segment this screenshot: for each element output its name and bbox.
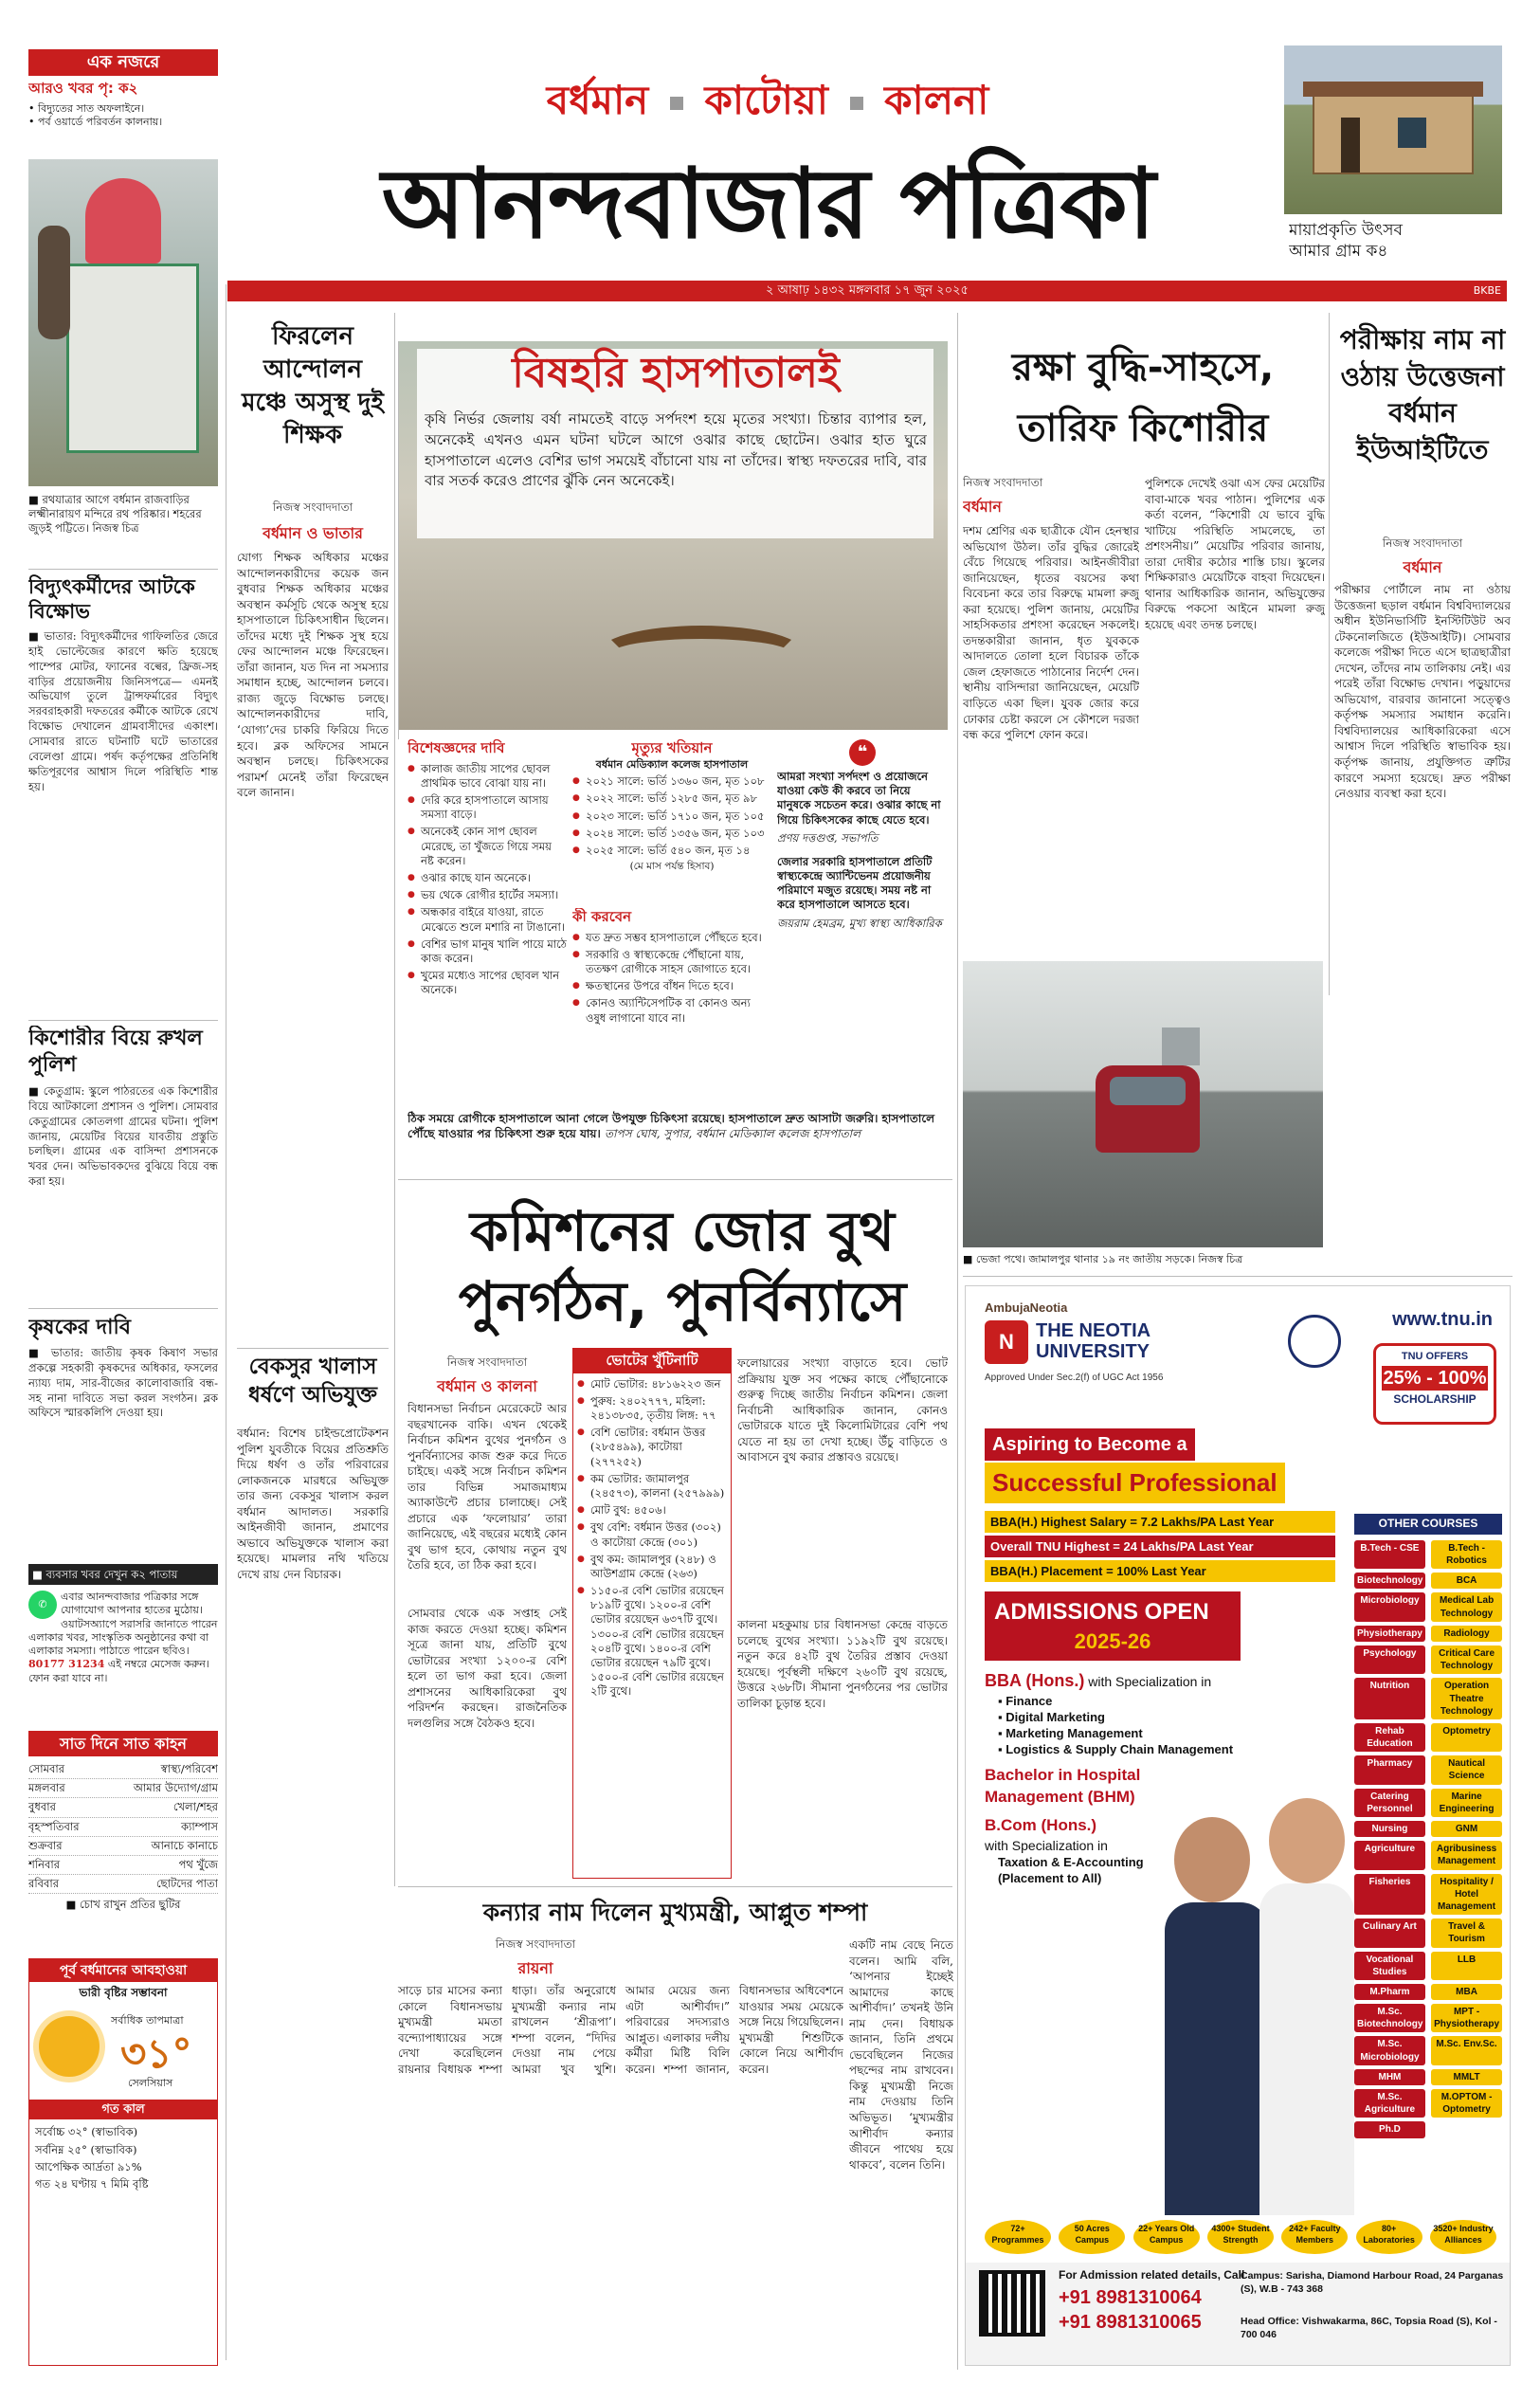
campus: Campus: Sarisha, Diamond Harbour Road, 24 Parganas (S), W.B - 743 368 xyxy=(1241,2270,1504,2295)
course-chip: Nutrition xyxy=(1354,1678,1425,1719)
story-teacher-byline: নিজস্ব সংবাদদাতা xyxy=(272,500,353,514)
vote-item: ● বুথ কম: জামালপুর (২৪৮) ও আউশগ্রাম কেন্দ্রে (২৬৩) xyxy=(577,1553,727,1581)
course-chip: Operation Theatre Technology xyxy=(1431,1678,1502,1719)
vote-item: ● বেশি ভোটার: বর্ধমান উত্তর (২৮৫৪৯৯), কাটোয়া (২৭৭২৫২) xyxy=(577,1426,727,1469)
booth-body-2: সোমবার থেকে এক সপ্তাহ সেই কাজ করতে দেওয়া হচ্ছে। কমিশন সূত্রে জানা যায়, প্রতিটি বুথে ভোটারের সংখ্যা ১২০০-র বেশি হলে তা ভাগ করা হবে। জেলা প্রশাসনের আধিকারিকেরা বুথ পরিদর্শন করছেন। রাজনৈতিক দলগুলির সঙ্গে বৈঠকও হবে। xyxy=(408,1607,567,1730)
course-chip: B.Tech - CSE xyxy=(1354,1540,1425,1569)
todo-item: ● ক্ষতস্থানের উপরে বাঁধন দিতে হবে। xyxy=(572,979,771,993)
todo-box xyxy=(572,908,771,1107)
expert-item: ● বেশির ভাগ মানুষ খালি পায়ে মাঠে কাজ করেন। xyxy=(408,937,567,966)
course-chip: Psychology xyxy=(1354,1646,1425,1674)
town-kalna: কালনা xyxy=(884,77,989,123)
teaser-item[interactable]: • পর্ব ওয়ার্ডে পরিবর্তন কালনায়। xyxy=(28,116,163,129)
saat-din-title: সাত দিনে সাত কাহন xyxy=(28,1731,218,1756)
course-chip: M.Pharm xyxy=(1354,1984,1425,2000)
vote-item: ● বুথ বেশি: বর্ধমান উত্তর (৩০২) ও কাটোয়া কেন্দ্রে (৩০১) xyxy=(577,1520,727,1549)
dateline: ২ আষাঢ় ১৪৩২ মঙ্গলবার ১৭ জুন ২০২৫ xyxy=(766,283,969,298)
course-chip: Rehab Education xyxy=(1354,1723,1425,1752)
ad-stat: BBA(H.) Placement = 100% Last Year xyxy=(985,1560,1335,1582)
exam-place: বর্ধমান xyxy=(1403,558,1442,576)
death-stats-box xyxy=(572,739,771,902)
course-chip: Critical Care Technology xyxy=(1431,1646,1502,1674)
story-kishori-biye-headline[interactable]: কিশোরীর বিয়ে রুখল পুলিশ xyxy=(28,1027,203,1077)
road-photo xyxy=(963,961,1323,1247)
left-photo-caption: ■ রথযাত্রার আগে বর্ধমান রাজবাড়ির লক্ষ্মীনারায়ণ মন্দিরে রথ পরিষ্কার। শহরের জুড়ই পট্টিতে। নিজস্ব চিত্র xyxy=(28,493,202,535)
snake-icon xyxy=(597,626,806,682)
course-grid xyxy=(1354,1538,1502,2140)
story-teacher-headline[interactable]: ফিরলেন আন্দোলন মঞ্চে অসুস্থ দুই শিক্ষক xyxy=(242,322,384,450)
course-chip: M.Sc. Microbiology xyxy=(1354,2036,1425,2064)
course-chip: Hospitality / Hotel Management xyxy=(1431,1874,1502,1916)
separator-square-icon xyxy=(670,97,683,110)
course-chip: B.Tech - Robotics xyxy=(1431,1540,1502,1569)
course-chip: MPT - Physiotherapy xyxy=(1431,2004,1502,2032)
aro-khobor[interactable]: আরও খবর পৃ: ক২ xyxy=(28,79,138,97)
kanya-place: রায়না xyxy=(517,1959,553,1977)
death-head: মৃত্যুর খতিয়ান xyxy=(631,739,713,756)
saat-din-row: শুক্রবার আনাচে কানাচে xyxy=(28,1837,218,1856)
snake-headline-divider xyxy=(398,341,399,739)
course-chip: Microbiology xyxy=(1354,1592,1425,1621)
weather-sub: ভারী বৃষ্টির সম্ভাবনা xyxy=(79,1986,168,2000)
bba-spec: ▪ Logistics & Supply Chain Management xyxy=(998,1742,1234,1757)
ek-nojore-label: এক নজরে xyxy=(28,49,218,76)
kanya-body: সাড়ে চার মাসের কন্যা কোলে বিধানসভায় মুখ্যমন্ত্রী মমতা বন্দ্যোপাধ্যায়ের সঙ্গে দেখা করেছিলেন রায়নার বিধায়ক শম্পা ধাড়া। তাঁর অনুরোধে মুখ্যমন্ত্রী কন্যার নাম রাখলেন ‘শ্রীরূপা’। শম্পা বলেন, “দিদির দেওয়া নাম পেয়ে আমরা খুব খুশি। আমার মেয়ের জন্য এটা আশীর্বাদ।” পরিবারের সদস্যরাও আপ্লুত। এলাকার দলীয় কর্মীরা মিষ্টি বিলি করেন। শম্পা জানান, বিধানসভার অধিবেশনে যাওয়ার সময় মেয়েকে সঙ্গে নিয়ে গিয়েছিলেন। মুখ্যমন্ত্রী শিশুটিকে কোলে নিয়ে আশীর্বাদ করেন। xyxy=(398,1984,843,2076)
bottom-quote: ঠিক সময়ে রোগীকে হাসপাতালে আনা গেলে উপযুক্ত চিকিৎসা রয়েছে। হাসপাতালে দ্রুত আসাটা জরুরি। হাসপাতালে পৌঁছে যাওয়ার পর চিকিৎসা শুরু হয়ে যায়। তাপস ঘোষ, সুপার, বর্ধমান মেডিক্যাল কলেজ হাসপাতাল xyxy=(408,1112,935,1141)
whatsapp-text: এবার আনন্দবাজার পত্রিকার সঙ্গে যোগাযোগ আপনার হাতের মুঠোয়। ওয়াটসঅ্যাপে সরাসরি জানাতে পারেন এলাকার খবর, সাংস্কৃতিক অনুষ্ঠানের কথা বা এলাকার সমস্যা। পাঠাতে পারেন ছবিও। xyxy=(28,1591,218,1658)
story-kishori-biye-body: ■ কেতুগ্রাম: স্কুলে পাঠরতের এক কিশোরীর বিয়ে আটকালো প্রশাসন ও পুলিশ। সোমবার কেতুগ্রামের কোতলগা গ্রামের ঘটনা। পুলিশ জানায়, মেয়েটির বিয়ের যাবতীয় প্রস্তুতি চলছিল। গ্রামের এক বাসিন্দা প্রশাসনকে খবর দেন। অভিভাবকদের বুঝিয়ে বিয়ে বন্ধ করা হয়। xyxy=(28,1084,218,1189)
course-chip: Marine Engineering xyxy=(1431,1789,1502,1817)
story-krishak-body: ■ ভাতার: জাতীয় কৃষক কিষাণ সভার প্রকল্পে সহকারী কৃষকদের অধিকার, ফসলের ন্যায্য দাম, সার-বীজের কালোবাজারি বন্ধ-সহ নানা দাবিতে সভা করল সংগঠন। ব্লক অফিসে স্মারকলিপি দেওয়া হয়। xyxy=(28,1346,218,1420)
separator-square-icon xyxy=(850,97,863,110)
ad-program: B.Com (Hons.) with Specialization in xyxy=(985,1816,1108,1853)
saat-din-row: শনিবার পথ খুঁজে xyxy=(28,1856,218,1875)
todo-item: ● কোনও অ্যান্টিসেপটিক বা কোনও অন্য ওষুধ লাগানো যাবে না। xyxy=(572,996,771,1025)
course-chip: Vocational Studies xyxy=(1354,1952,1425,1980)
whatsapp-tail: এই নম্বরে মেসেজ করুন। ফোন করা যাবে না। xyxy=(28,1658,209,1684)
course-chip: Travel & Tourism xyxy=(1431,1918,1502,1947)
fact-badge: 80+ Laboratories xyxy=(1356,2220,1422,2254)
kishori-body-2: পুলিশকে দেখেই ওঝা এস ফের মেয়েটির বাবা-মাকে খবর পাঠান। পুলিশের এক কর্তা বলেন, “কিশোরী যে ভাবে বুদ্ধি খাটিয়ে পরিস্থিতি সামলেছে, তা প্রশংসনীয়।” মেয়েটির পরিবার জানায়, তারা দোষীর কঠোর শাস্তি চায়। স্কুলের শিক্ষিকারাও মেয়েটিকে বাহবা দিয়েছেন। থানার আধিকারিক জানান, অভিযুক্তের বিরুদ্ধে পকসো আইনে মামলা রুজু হয়েছে এবং তদন্ত চলছে। xyxy=(1145,477,1325,631)
amar-gram-link[interactable]: আমার গ্রাম ক৪ xyxy=(1289,242,1388,262)
course-chip: Physiotherapy xyxy=(1354,1626,1425,1642)
max-temp-label: সর্বাধিক তাপমাত্রা xyxy=(111,2014,184,2027)
quote1: আমরা সংখ্যা সর্পদংশ ও প্রয়োজনে যাওয়া কেউ কী করবে তা নিয়ে মানুষকে সচেতন করে। ওঝার কাছে না গিয়ে চিকিৎসকের কাছে যেতে হবে। xyxy=(777,770,941,827)
kanya-body-2: একটি নাম বেছে নিতে বলেন। আমি বলি, ‘আপনার ইচ্ছেই আমাদের কাছে আশীর্বাদ।’ তখনই উনি নাম দেন। বিধায়ক জানান, তিনি প্রথমে ভেবেছিলেন নিজের পছন্দের নাম রাখবেন। কিন্তু মুখ্যমন্ত্রী নিজে নাম দেওয়ায় তিনি অভিভূত। ‘মুখ্যমন্ত্রীর আশীর্বাদ কন্যার জীবনে পাথেয় হয়ে থাকবে’, বলেন তিনি। xyxy=(849,1938,953,2172)
ad-program: BBA (Hons.) with Specialization in xyxy=(985,1670,1212,1690)
booth-headline[interactable]: কমিশনের জোর বুথ পুনর্গঠন, পুনর্বিন্যাসে xyxy=(458,1199,907,1334)
course-chip: Pharmacy xyxy=(1354,1755,1425,1784)
kishori-byline: নিজস্ব সংবাদদাতা xyxy=(963,476,1043,489)
exam-headline[interactable]: পরীক্ষায় নাম না ওঠায় উত্তেজনা বর্ধমান ইউআইটিতে xyxy=(1339,324,1506,465)
course-chip: Fisheries xyxy=(1354,1874,1425,1916)
course-chip: M.Sc. Agriculture xyxy=(1354,2089,1425,2118)
saat-din-row: মঙ্গলবার আমার উদ্যোগ/গ্রাম xyxy=(28,1779,218,1798)
tnu-ad[interactable] xyxy=(965,1285,1511,2366)
expert-item: ● খুমের মধ্যেও সাপের ছোবল খান অনেকে। xyxy=(408,969,567,997)
death-row: ● ২০২৫ সালে: ভর্তি ৫৪০ জন, মৃত ১৪ xyxy=(572,844,771,858)
expert-item: ● দেরি করে হাসপাতালে আসায় সমস্যা বাড়ে। xyxy=(408,793,567,822)
town-katwa: কাটোয়া xyxy=(704,77,828,123)
weather-title: পূর্ব বর্ধমানের আবহাওয়া xyxy=(29,1959,217,1982)
story-acquittal-body: বর্ধমান: বিশেষ চাইল্ডপ্রোটেকশন পুলিশ যুবতীকে বিয়ের প্রতিশ্রুতি দিয়ে ধর্ষণ ও তাঁর পরিবারের লোকজনকে মারধরে অভিযুক্ত তার জন্য বেকসুর খালাস করল বর্ধমান আদালত। সরকারি আইনজীবী জানান, প্রমাণের অভাবে অভিযুক্তকে খালাস করা হয়েছে। মামলার নথি খতিয়ে দেখে রায় দেন বিচারক। xyxy=(237,1427,389,1581)
fact-badge: 242+ Faculty Members xyxy=(1281,2220,1348,2254)
course-chip: GNM xyxy=(1431,1821,1502,1837)
qr-code-icon[interactable] xyxy=(979,2270,1045,2337)
course-chip: MHM xyxy=(1354,2069,1425,2085)
course-chip: Culinary Art xyxy=(1354,1918,1425,1947)
story-bidyut-headline[interactable]: বিদ্যুৎকর্মীদের আটকে বিক্ষোভ xyxy=(28,575,195,624)
ad-website[interactable]: www.tnu.in xyxy=(1392,1309,1493,1330)
ad-brand: AmbujaNeotia xyxy=(985,1300,1068,1315)
phone-2[interactable]: +91 8981310065 xyxy=(1059,2312,1202,2333)
vote-item: ● মোট বুথ: ৪৫০৬। xyxy=(577,1503,727,1518)
quote2-by: জয়রাম হেমব্রম, মুখ্য স্বাস্থ্য আধিকারিক xyxy=(777,916,942,930)
ad-approved: Approved Under Sec.2(f) of UGC Act 1956 xyxy=(985,1373,1164,1383)
death-note: (মে মাস পর্যন্ত হিসাব) xyxy=(629,861,715,873)
ad-tagline-2: Successful Professional xyxy=(985,1463,1285,1502)
death-sub: বর্ধমান মেডিক্যাল কলেজ হাসপাতাল xyxy=(595,757,749,771)
vote-item: ● কম ভোটার: জামালপুর (২৪৫৭৩), কালনা (২৫৭৯৯৯) xyxy=(577,1472,727,1500)
course-chip: Catering Personnel xyxy=(1354,1789,1425,1817)
course-chip: Nautical Science xyxy=(1431,1755,1502,1784)
weather-box xyxy=(28,1958,218,2366)
bba-spec: ▪ Marketing Management xyxy=(998,1725,1143,1740)
fact-badge: 22+ Years Old Campus xyxy=(1133,2220,1200,2254)
saat-din-row: বৃহস্পতিবার ক্যাম্পাস xyxy=(28,1818,218,1837)
course-chip: Ph.D xyxy=(1354,2121,1425,2137)
fact-badge: 50 Acres Campus xyxy=(1059,2220,1125,2254)
death-row: ● ২০২২ সালে: ভর্তি ১২৮৫ জন, মৃত ৯৮ xyxy=(572,791,771,806)
kanya-byline: নিজস্ব সংবাদদাতা xyxy=(495,1937,576,1951)
ad-univ: THE NEOTIA UNIVERSITY xyxy=(1036,1320,1150,1362)
kishori-place: বর্ধমান xyxy=(963,498,1002,516)
expert-head: বিশেষজ্ঞদের দাবি xyxy=(408,739,505,756)
death-row: ● ২০২৪ সালে: ভর্তি ১৩৫৬ জন, মৃত ১০৩ xyxy=(572,827,771,841)
course-chip: Medical Lab Technology xyxy=(1431,1592,1502,1621)
booth-body-3: ফলোয়ারের সংখ্যা বাড়াতে হবে। ভোট প্রক্রিয়ায় যুক্ত সব পক্ষের কাছে পৌঁছানোকে গুরুত্ব দিচ্ছে জাতীয় নির্বাচন কমিশন। জেলা নির্বাচনী আধিকারিক জানান, কোনও ভোটারকে যাতে দুই কিলোমিটারের বেশি পথ যেতে না হয় তা দেখা হচ্ছে। উঁচু বাড়িতে ও আবাসনে বুথ করার প্রস্তাবও রয়েছে। xyxy=(737,1356,948,1464)
scholarship-badge: TNU OFFERS 25% - 100% SCHOLARSHIP xyxy=(1373,1343,1496,1425)
exam-body: পরীক্ষার পোর্টালে নাম না ওঠায় উত্তেজনা ছড়াল বর্ধমান বিশ্ববিদ্যালয়ের অধীন ইউনিভার্সিটি ইনস্টিটিউট অব টেকনোলজিতে (ইউআইটি)। সোমবার কলেজে পরীক্ষা দিতে এসে ছাত্রছাত্রীরা দেখেন, তাঁদের নাম তালিকায় নেই। এর পরেই তাঁরা বিক্ষোভ দেখান। পড়ুয়াদের অভিযোগ, বারবার জানানো সত্ত্বেও কর্তৃপক্ষ সমস্যার সমাধান করেনি। বিশ্ববিদ্যালয়ের আধিকারিকেরা এসে আশ্বাস দিলে পরিস্থিতি স্বাভাবিক হয়। কর্তৃপক্ষ জানায়, প্রযুক্তিগত ত্রুটির কারণে সমস্যা হয়েছে। দ্রুত পরীক্ষা নেওয়ার ব্যবস্থা করা হবে। xyxy=(1334,583,1511,801)
weather-row: সর্বোচ্চ ৩২° (স্বাভাবিক) xyxy=(35,2125,138,2139)
course-chip: Radiology xyxy=(1431,1626,1502,1642)
fact-badge: 4300+ Student Strength xyxy=(1207,2220,1274,2254)
booth-byline: নিজস্ব সংবাদদাতা xyxy=(446,1355,528,1369)
expert-item: ● কালাজ জাতীয় সাপের ছোবল প্রাথমিক ভাবে বোঝা যায় না। xyxy=(408,762,567,791)
course-chip: MMLT xyxy=(1431,2069,1502,2085)
fact-badge: 3520+ Industry Alliances xyxy=(1430,2220,1496,2254)
whatsapp-icon: ✆ xyxy=(28,1591,57,1619)
death-row: ● ২০২৩ সালে: ভর্তি ১৭১০ জন, মৃত ১০৫ xyxy=(572,809,771,824)
town-bardhaman: বর্ধমান xyxy=(546,77,649,123)
newspaper-title: আনন্দবাজার পত্রিকা xyxy=(381,147,1154,261)
booth-body-1: বিধানসভা নির্বাচন মেরেকেটে আর বছরখানেক বাকি। এখন থেকেই নির্বাচন কমিশন বুথের পুনর্গঠন ও পুনর্বিন্যাসের কাজ শুরু করে দিতে চাইছে। একই সঙ্গে নির্বাচন কমিশন তার বিভিন্ন সমাজমাধ্যম অ্যাকাউন্টে প্রচার চালাচ্ছে। সেই প্রচারে এক ‘ফলোয়ার’ তারা জানিয়েছে, এই বছরের মধ্যেই কোন বুথ ভাগ হবে, কোথায় নতুন বুথ তৈরি হবে, তা ঠিক করা হবে। xyxy=(408,1402,567,1573)
bcom-spec: Taxation & E-Accounting (Placement to All) xyxy=(998,1855,1144,1886)
gotokal-label: গত কাল xyxy=(29,2100,217,2119)
bba-spec: ▪ Digital Marketing xyxy=(998,1709,1105,1724)
whatsapp-box xyxy=(28,1591,218,1725)
ad-admissions: ADMISSIONS OPEN xyxy=(994,1599,1209,1626)
quote1-by: প্রণয় দত্তগুপ্ত, সভাপতি xyxy=(777,830,879,845)
saat-din-row: সোমবার স্বাস্থ্য/পরিবেশ xyxy=(28,1760,218,1779)
booth-body-4: কালনা মহকুমায় চার বিধানসভা কেন্দ্রে বাড়তে চলেছে বুথের সংখ্যা। ১১৯২টি বুথ রয়েছে। নতুন করে ৪২টি বুথ তৈরির প্রস্তাব দেওয়া হয়েছে। পূর্বস্থলী দক্ষিণে ২৬০টি বুথ রয়েছে, উত্তরে ২৬৮টি। সীমানা পুনর্গঠনের পর ভোটার তালিকা চূড়ান্ত হবে। xyxy=(737,1618,948,1710)
todo-item: ● সরকারি ও স্বাস্থ্যকেন্দ্রে পৌঁছানো যায়, ততক্ষণ রোগীকে সাহস জোগাতে হবে। xyxy=(572,948,771,976)
course-chip: Agriculture xyxy=(1354,1841,1425,1869)
quote-icon: ❝ xyxy=(849,739,876,766)
kanya-headline[interactable]: কন্যার নাম দিলেন মুখ্যমন্ত্রী, আপ্লুত শম্পা xyxy=(482,1899,868,1926)
max-temp-unit: সেলসিয়াস xyxy=(128,2077,173,2089)
bottom-quote-by: তাপস ঘোষ, সুপার, বর্ধমান মেডিক্যাল কলেজ হাসপাতাল xyxy=(604,1127,861,1141)
right-photo xyxy=(1284,45,1502,214)
saat-din-row: বুধবার খেলা/শহর xyxy=(28,1798,218,1817)
ad-program: Bachelor in Hospital Management (BHM) xyxy=(985,1766,1141,1806)
saat-din-row: রবিবার ছোটদের পাতা xyxy=(28,1875,218,1894)
snake-headline[interactable]: বিষহরি হাসপাতালই xyxy=(512,349,840,397)
vote-item: ● পুরুষ: ২৪০২৭৭৭, মহিলা: ২৪১৩৮৩৫, তৃতীয় লিঙ্গ: ৭৭ xyxy=(577,1394,727,1423)
teaser-item[interactable]: • বিদ্যুতের সাত অফলাইনে। xyxy=(28,101,145,115)
admission-info: For Admission related details, Call xyxy=(1059,2268,1245,2282)
students-photo xyxy=(1165,1760,1354,2215)
dateline-bar xyxy=(227,281,1507,301)
teaser-box xyxy=(28,49,218,154)
course-chip: Biotechnology xyxy=(1354,1573,1425,1589)
ugc-logo-icon xyxy=(1288,1315,1341,1368)
right-photo-caption: মায়াপ্রকৃতি উৎসব আমার গ্রাম ক৪ xyxy=(1289,220,1507,273)
story-krishak-headline[interactable]: কৃষকের দাবি xyxy=(28,1316,131,1339)
vote-item: ● ১১৫০-র বেশি ভোটার রয়েছেন ৮১৯টি বুথে। ১২০০-র বেশি ভোটার রয়েছেন ৬৩৭টি বুথে। ১৩০০-র বেশি ভোটার রয়েছেন ২০৪টি বুথে। ১৪০০-র বেশি ভোটার রয়েছেন ৭৯টি বুথে। ১৫০০-র বেশি ভোটার রয়েছেন ২টি বুথে। xyxy=(577,1584,727,1699)
snake-intro: কৃষি নির্ভর জেলায় বর্ষা নামতেই বাড়ে সর্পদংশ হয়ে মৃতের সংখ্যা। চিন্তার ব্যাপার হল, অনেকেই এখনও এমন ঘটনা ঘটলে আগে ওঝার কাছে ছোটেন। ওঝার হাত ঘুরে হাসপাতালে এলেও বেশির ভাগ সময়েই বাঁচানো যায় না তাঁদের। স্বাস্থ্য দফতরের দাবি, বার বার সতর্ক করেও প্রাণের ঝুঁকি নেন অনেকেই। xyxy=(425,410,927,490)
death-row: ● ২০২১ সালে: ভর্তি ১৩৬০ জন, মৃত ১০৮ xyxy=(572,774,771,789)
vote-box-title: ভোটের খুঁটিনাটি xyxy=(573,1349,731,1373)
course-chip: Nursing xyxy=(1354,1821,1425,1837)
story-teacher-body: যোগ্য শিক্ষক অধিকার মঞ্চের আন্দোলনকারীদের কয়েক জন বুধবার শিক্ষক অধিকার মঞ্চের অবস্থান কর্মসূচি থেকে অসুস্থ হয়ে হাসপাতালে চিকিৎসাধীন ছিলেন। তাঁদের মধ্যে দুই শিক্ষক সুস্থ হয়ে ফের আন্দোলন মঞ্চে ফিরেছেন। তাঁরা জানান, যত দিন না সমস্যার সমাধান হচ্ছে, আন্দোলন চলবে। রাজ্য জুড়ে বিক্ষোভ চলছে। আন্দোলনকারীদের দাবি, ‘যোগ্য’দের চাকরি ফিরিয়ে দিতে হবে। ব্লক অফিসের সামনে অবস্থান চলছে। চিকিৎসকের পরামর্শ মেনেই তাঁরা ফিরেছেন বলে জানান। xyxy=(237,551,389,800)
todo-head: কী করবেন xyxy=(572,908,632,925)
course-chip: Agribusiness Management xyxy=(1431,1841,1502,1869)
quotes-box xyxy=(777,739,948,1118)
sun-icon xyxy=(39,2016,100,2077)
expert-item: ● ভয় থেকে রোগীর হার্টের সমস্যা। xyxy=(408,888,567,902)
story-teacher-place: বর্ধমান ও ভাতার xyxy=(263,524,363,542)
weather-row: সর্বনিম্ন ২৫° (স্বাভাবিক) xyxy=(35,2142,137,2156)
head-office: Head Office: Vishwakarma, 86C, Topsia Road (S), Kol - 700 046 xyxy=(1241,2316,1497,2340)
road-photo-caption: ■ ভেজা পথে। জামালপুর থানার ১৯ নং জাতীয় সড়কে। নিজস্ব চিত্র xyxy=(963,1253,1243,1265)
business-bar[interactable]: ■ ব্যবসার খবর দেখুন ক২ পাতায় xyxy=(28,1564,218,1585)
kishori-body: দশম শ্রেণির এক ছাত্রীকে যৌন হেনস্থার অভিযোগ উঠল। তাঁর বুদ্ধির জোরেই বেঁচে গিয়েছে পরিবার। আইনজীবীরা জানিয়েছেন, ধৃতের বয়সের কথা বিবেচনা করে তার বিরুদ্ধে মামলা রুজু করা হয়েছে। পুলিশ জানায়, মেয়েটির সাহসিকতার প্রশংসা করেছেন সকলেই। তদন্তকারীরা জানান, ধৃত যুবককে আদালতে তোলা হলে বিচারক তাঁকে জেল হেফাজতে পাঠানোর নির্দেশ দেন। স্থানীয় বাসিন্দারা জানিয়েছেন, মেয়েটি বাড়িতে একা ছিল। যুবক জোর করে ঢোকার চেষ্টা করলে সে কৌশলে দরজা বন্ধ করে পুলিশে ফোন করে। xyxy=(963,524,1139,742)
story-bidyut-body: ■ ভাতার: বিদ্যুৎকর্মীদের গাফিলতির জেরে হাই ভোল্টেজের কারণে ক্ষতি হয়েছে পাম্পের মোটর, ফ্যানের বল্বের, ফ্রিজ-সহ বাড়ির প্রয়োজনীয় জিনিসপত্রে— এমনই অভিযোগ তুলে ট্রান্সফর্মারের বিদ্যুৎ সরবরাহকারী দফতরের কর্মীকে আটকে রেখে বিক্ষোভ দেখালেন গ্রামবাসীদের একাংশ। সোমবার রাতে ঘটনাটি ঘটে ভাতারের বেলেণ্ডা গ্রামে। পর্ষদ কর্তৃপক্ষের প্রতিনিধি ক্ষতিপূরণের আশ্বাস দিলে পরিস্থিতি শান্ত হয়। xyxy=(28,629,218,793)
expert-item: ● ওঝার কাছে যান অনেকে। xyxy=(408,871,567,885)
story-acquittal-headline[interactable]: বেকসুর খালাস ধর্ষণে অভিযুক্ত xyxy=(248,1355,377,1408)
ad-stat: Overall TNU Highest = 24 Lakhs/PA Last Year xyxy=(985,1536,1335,1557)
course-chip: BCA xyxy=(1431,1573,1502,1589)
weather-row: গত ২৪ ঘণ্টায় ৭ মিমি বৃষ্টি xyxy=(35,2177,149,2191)
ad-session: 2025-26 xyxy=(1074,1628,1151,1653)
course-chip: MBA xyxy=(1431,1984,1502,2000)
fact-badge: 72+ Programmes xyxy=(985,2220,1051,2254)
max-temp: ৩১° xyxy=(120,2030,192,2077)
course-chip: M.Sc. Env.Sc. xyxy=(1431,2036,1502,2064)
edition-towns xyxy=(455,74,1080,131)
ad-tagline-1: Aspiring to Become a xyxy=(985,1428,1195,1461)
bba-spec: ▪ Finance xyxy=(998,1693,1053,1708)
left-photo xyxy=(28,159,218,486)
ad-stat: BBA(H.) Highest Salary = 7.2 Lakhs/PA Last Year xyxy=(985,1511,1335,1533)
tnu-logo-icon: N xyxy=(985,1320,1028,1364)
kishori-headline[interactable]: রক্ষা বুদ্ধি-সাহসে, তারিফ কিশোরীর xyxy=(1011,346,1275,450)
other-courses-title: OTHER COURSES xyxy=(1354,1514,1502,1535)
saat-din-note: ■ চোখ রাখুন প্রতির ছুটির xyxy=(65,1898,181,1912)
expert-item: ● অন্ধকার বাইরে যাওয়া, রাতে মেঝেতে শুলে মশারি না টাঙানো। xyxy=(408,905,567,934)
weather-row: আপেক্ষিক আর্দ্রতা ৯১% xyxy=(35,2159,142,2173)
course-chip: M.Sc. Biotechnology xyxy=(1354,2004,1425,2032)
course-chip: Optometry xyxy=(1431,1723,1502,1752)
whatsapp-number[interactable]: 80177 31234 xyxy=(28,1658,105,1671)
todo-item: ● যত দ্রুত সম্ভব হাসপাতালে পৌঁছতে হবে। xyxy=(572,931,771,945)
vote-item: ● মোট ভোটার: ৪৮১৬২২৩ জন xyxy=(577,1377,727,1391)
edition-code: BKBE xyxy=(1473,284,1501,297)
expert-item: ● অনেকেই কোন সাপ ছোবল মেরেছে, তা খুঁজতে গিয়ে সময় নষ্ট করেন। xyxy=(408,825,567,868)
phone-1[interactable]: +91 8981310064 xyxy=(1059,2287,1202,2308)
course-chip: LLB xyxy=(1431,1952,1502,1980)
course-chip: M.OPTOM - Optometry xyxy=(1431,2089,1502,2118)
quote2: জেলার সরকারি হাসপাতালে প্রতিটি স্বাস্থ্যকেন্দ্রে অ্যান্টিভেনম প্রয়োজনীয় পরিমাণে মজুত রয়েছে। সময় নষ্ট না করে হাসপাতালে আসতে হবে। xyxy=(777,854,933,912)
exam-byline: নিজস্ব সংবাদদাতা xyxy=(1382,536,1463,550)
booth-place: বর্ধমান ও কালনা xyxy=(437,1377,537,1395)
saat-din-box xyxy=(28,1731,218,1951)
vote-box xyxy=(572,1348,732,1879)
